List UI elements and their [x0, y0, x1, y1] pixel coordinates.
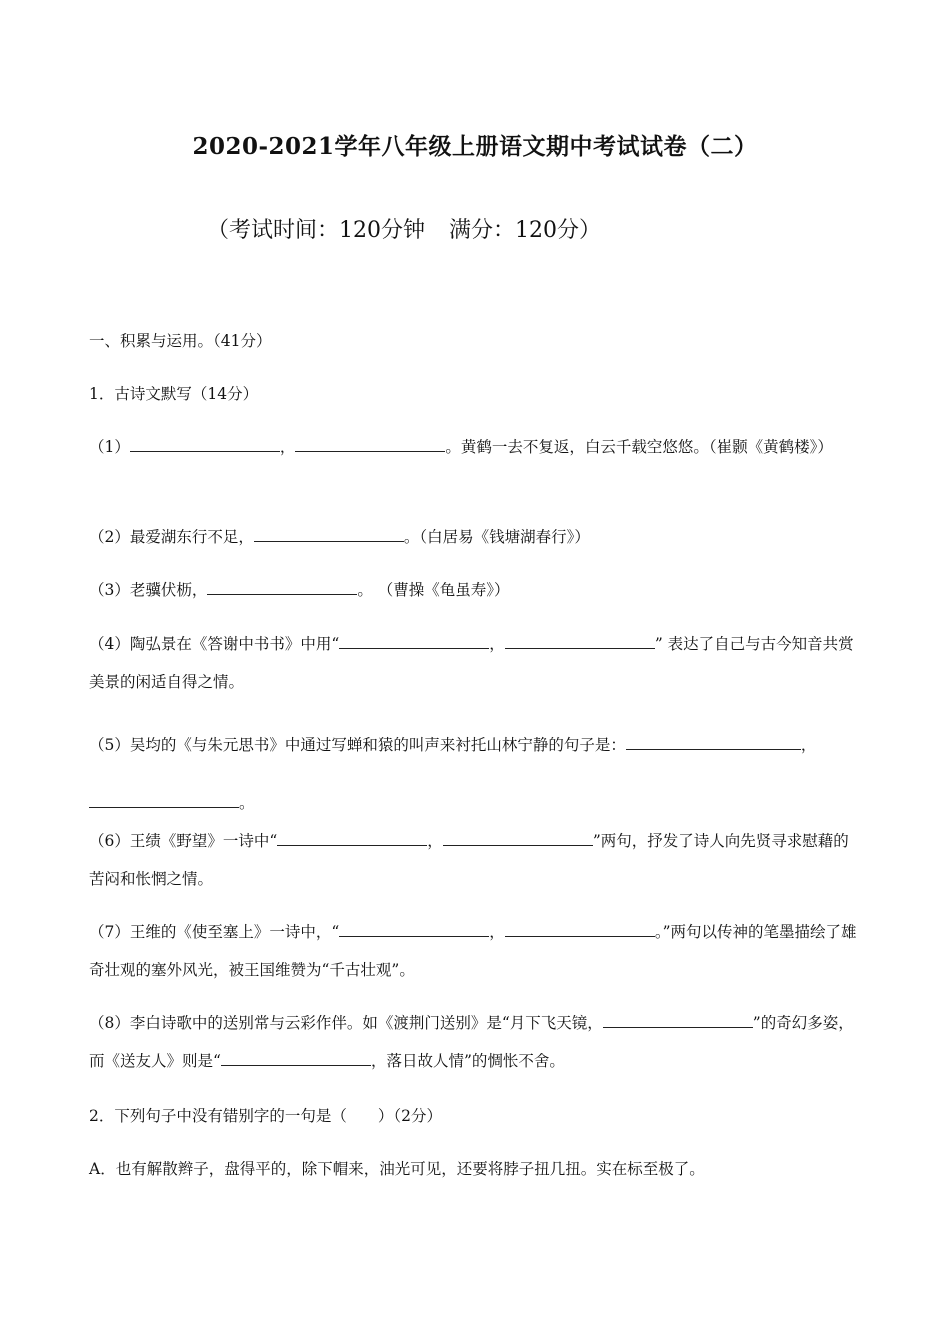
answer-blank[interactable] — [295, 436, 445, 452]
question-1-heading: 1．古诗文默写（14分） — [89, 385, 259, 403]
question-1-item-1: （1） ， 。黄鹤一去不复返，白云千载空悠悠。（崔颢《黄鹤楼》） — [89, 438, 833, 456]
exam-title: 2020-2021学年八年级上册语文期中考试试卷（二） — [192, 133, 758, 160]
exam-time: （考试时间：120分钟 — [207, 218, 425, 243]
answer-blank[interactable] — [603, 1012, 753, 1028]
answer-blank[interactable] — [626, 734, 801, 750]
question-1-item-3: （3）老骥伏枥， 。 （曹操《龟虽寿》） — [89, 581, 510, 599]
answer-blank[interactable] — [443, 830, 593, 846]
question-1-item-6: （6）王绩《野望》一诗中“ ， ”两句，抒发了诗人向先贤寻求慰藉的苦闷和怅惘之情。 — [89, 832, 849, 888]
question-1-item-5: （5）吴均的《与朱元思书》中通过写蝉和猿的叫声来衬托山林宁静的句子是： ， 。 — [89, 736, 817, 812]
question-1-item-7: （7）王维的《使至塞上》一诗中，“ ， 。”两句以传神的笔墨描绘了雄奇壮观的塞外风光，被王国维赞为“千古壮观”。 — [89, 923, 857, 979]
question-1-item-4: （4）陶弘景在《答谢中书书》中用“ ， ” 表达了自己与古今知音共赏美景的闲适自得之情。 — [89, 635, 854, 691]
answer-blank[interactable] — [505, 921, 655, 937]
answer-blank[interactable] — [130, 436, 280, 452]
section-heading: 一、积累与运用。（41分） — [89, 332, 272, 350]
answer-blank[interactable] — [207, 579, 357, 595]
question-2-option-a: A．也有解散辫子，盘得平的，除下帽来，油光可见，还要将脖子扭几扭。实在标至极了。 — [89, 1160, 705, 1178]
answer-blank[interactable] — [254, 526, 404, 542]
question-2-heading: 2．下列句子中没有错别字的一句是（ ）（2分） — [89, 1107, 442, 1125]
answer-blank[interactable] — [277, 830, 427, 846]
answer-blank[interactable] — [339, 633, 489, 649]
answer-blank[interactable] — [221, 1050, 371, 1066]
answer-blank[interactable] — [339, 921, 489, 937]
answer-blank[interactable] — [89, 792, 239, 808]
answer-blank[interactable] — [505, 633, 655, 649]
question-1-item-2: （2）最爱湖东行不足， 。（白居易《钱塘湖春行》） — [89, 528, 590, 546]
exam-full-score: 满分：120分） — [449, 218, 601, 243]
exam-subtitle — [207, 213, 601, 244]
question-1-item-8: （8）李白诗歌中的送别常与云彩作伴。如《渡荆门送别》是“月下飞天镜， ”的奇幻多姿，而《送友人》则是“ ，落日故人情”的惆怅不舍。 — [89, 1014, 854, 1070]
